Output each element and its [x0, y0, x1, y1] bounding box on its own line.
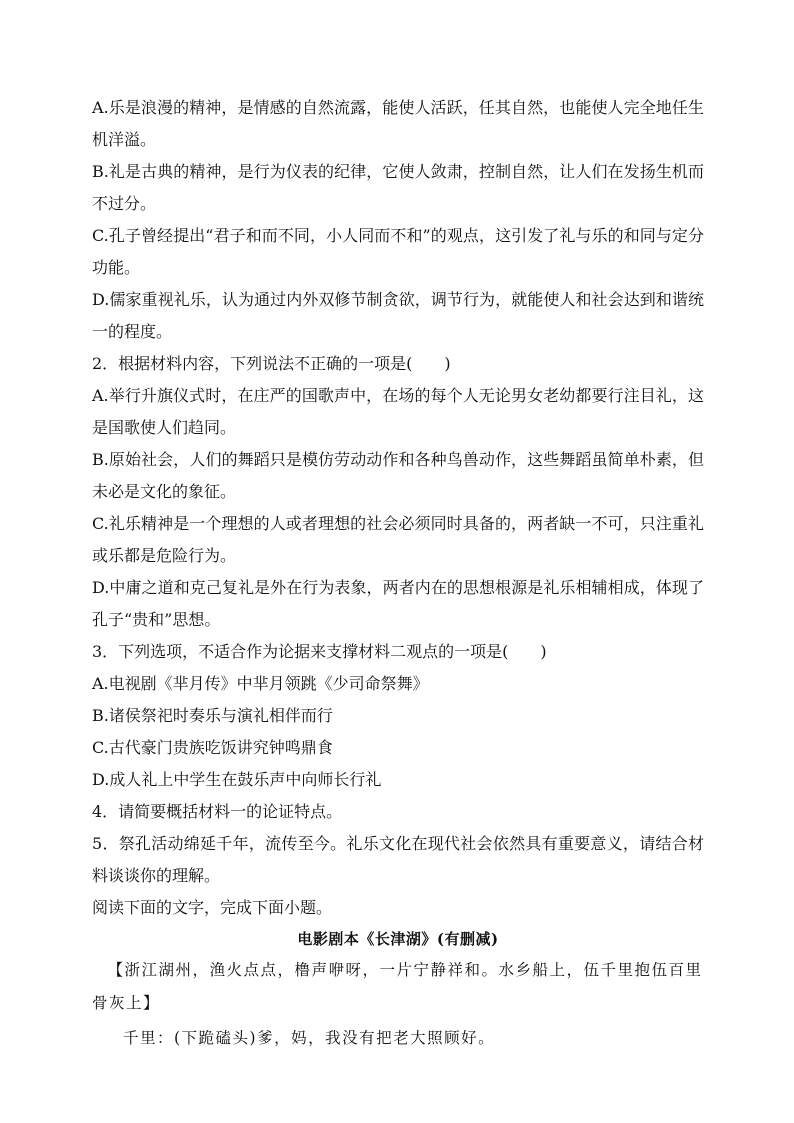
question-5: 5．祭孔活动绵延千年，流传至今。礼乐文化在现代社会依然具有重要意义，请结合材料谈谈你的理解。	[92, 834, 704, 885]
q2-option-c: C.礼乐精神是一个理想的人或者理想的社会必须同时具备的，两者缺一不可，只注重礼或乐都是危险行为。	[92, 514, 704, 565]
reading-intro: 阅读下面的文字，完成下面小题。	[92, 898, 333, 917]
q1-option-d: D.儒家重视礼乐，认为通过内外双修节制贪欲，调节行为，就能使人和社会达到和谐统一的程度。	[92, 290, 704, 341]
q1-option-c: C.孔子曾经提出“君子和而不同，小人同而不和”的观点，这引发了礼与乐的和同与定分功能。	[92, 226, 704, 277]
q2-option-b: B.原始社会，人们的舞蹈只是模仿劳动动作和各种鸟兽动作，这些舞蹈虽简单朴素，但未必是文化的象征。	[92, 450, 704, 501]
question-4: 4．请简要概括材料一的论证特点。	[92, 802, 343, 821]
q3-option-c: C.古代豪门贵族吃饭讲究钟鸣鼎食	[92, 738, 333, 757]
q2-option-a: A.举行升旗仪式时，在庄严的国歌声中，在场的每个人无论男女老幼都要行注目礼，这是国歌使人们趋同。	[92, 386, 704, 437]
script-title: 电影剧本《长津湖》(有删减)	[297, 930, 499, 948]
q2-option-d: D.中庸之道和克己复礼是外在行为表象，两者内在的思想根源是礼乐相辅相成，体现了孔子“贵和”思想。	[92, 578, 704, 629]
question-3-stem: 3．下列选项，不适合作为论据来支撑材料二观点的一项是( )	[92, 642, 547, 661]
stage-direction: 【浙江湖州，渔火点点，橹声咿呀，一片宁静祥和。水乡船上，伍千里抱伍百里骨灰上】	[92, 961, 703, 1012]
q3-option-b: B.诸侯祭祀时奏乐与演礼相伴而行	[92, 706, 333, 725]
document-page	[92, 92, 704, 1055]
dialogue-line: 千里：(下跪磕头)爹，妈，我没有把老大照顾好。	[123, 1029, 496, 1047]
q1-option-b: B.礼是古典的精神，是行为仪表的纪律，它使人敛肃，控制自然，让人们在发扬生机而不过分。	[92, 162, 704, 213]
q3-option-d: D.成人礼上中学生在鼓乐声中向师长行礼	[92, 770, 382, 789]
q3-option-a: A.电视剧《芈月传》中芈月领跳《少司命祭舞》	[92, 674, 429, 693]
question-2-stem: 2．根据材料内容，下列说法不正确的一项是( )	[92, 354, 451, 373]
q1-option-a: A.乐是浪漫的精神，是情感的自然流露，能使人活跃，任其自然，也能使人完全地任生机洋溢。	[92, 98, 704, 149]
